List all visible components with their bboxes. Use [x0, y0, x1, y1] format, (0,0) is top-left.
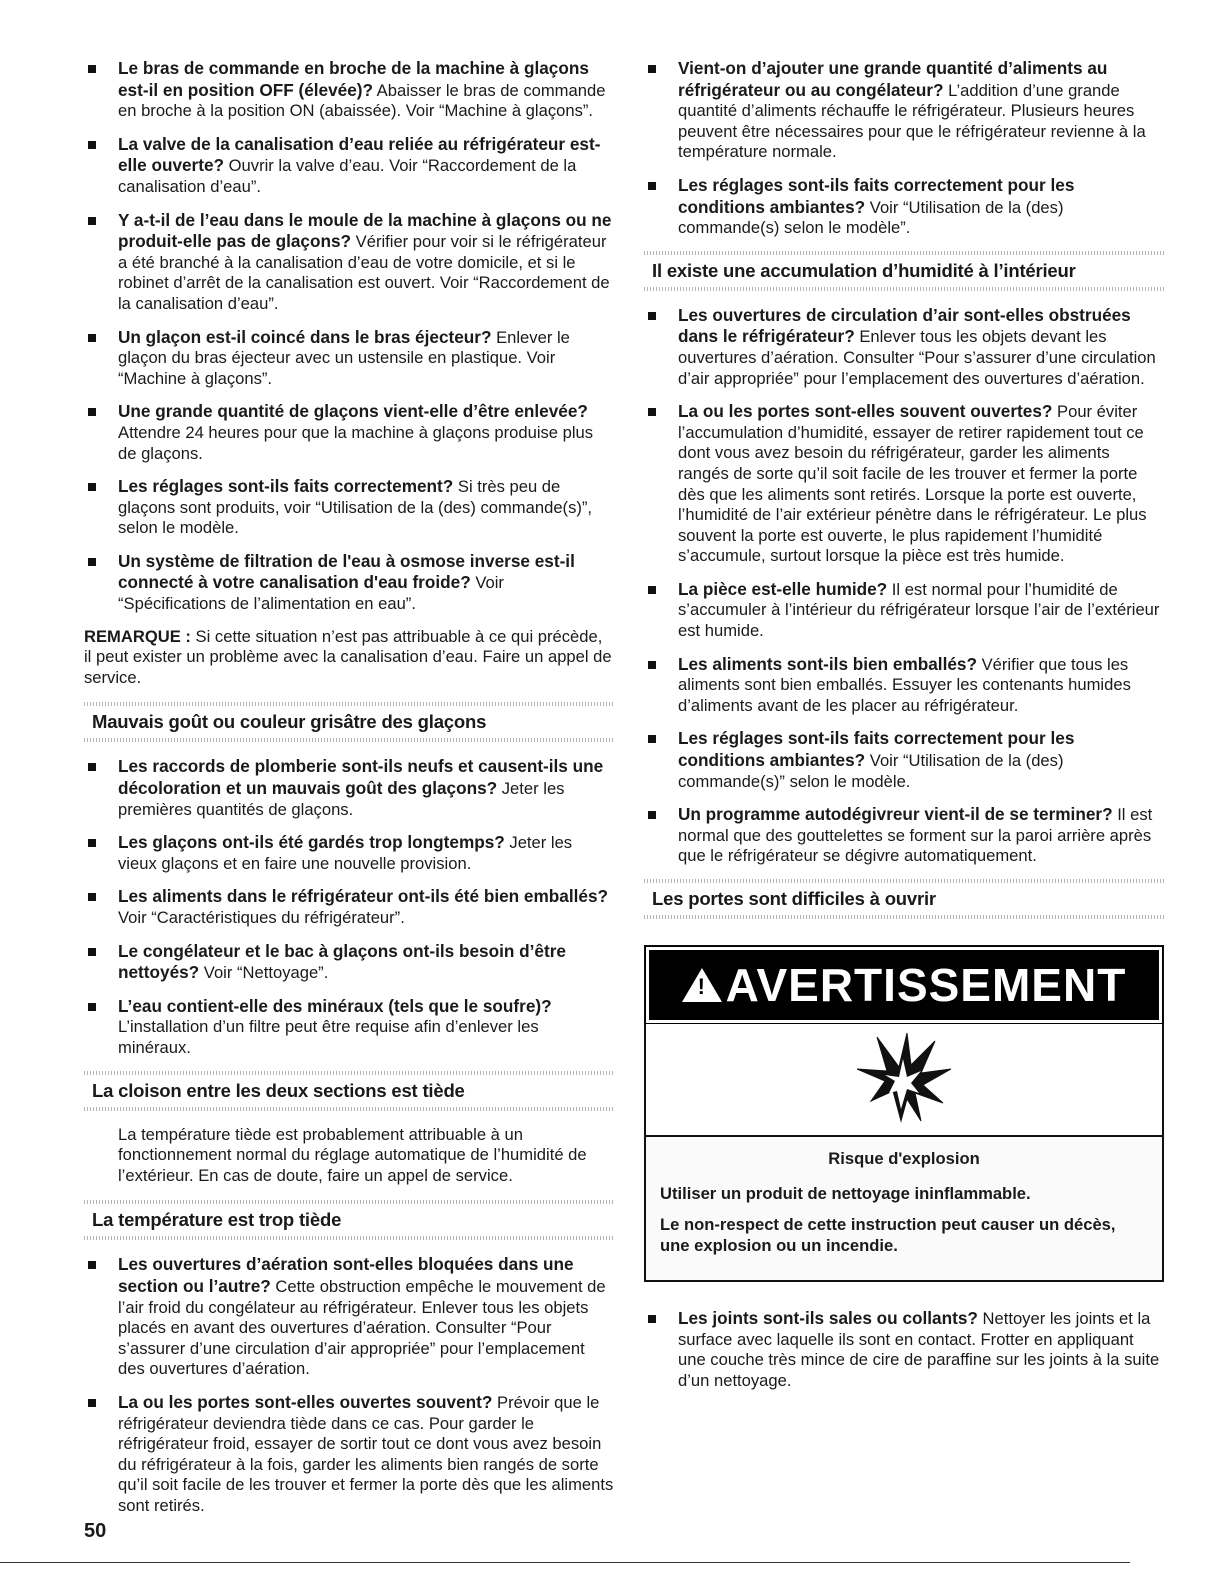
list-item: Les raccords de plomberie sont-ils neufs et causent-ils une décoloration et un mauvais goût des glaçons? Jeter les premières quantités de glaçons.: [84, 756, 614, 820]
list-item: La ou les portes sont-elles ouvertes souvent? Prévoir que le réfrigérateur deviendra tiède dans ce cas. Pour garder le réfrigérateur froid, essayer de sortir tout ce dont vous avez besoin du réfrigérateur à la fois, garder les aliments bien rangés de sorte qu’il soit facile de les trouver et fermer la porte dès que les aliments sont retirés.: [84, 1392, 614, 1517]
warning-consequence: Le non-respect de cette instruction peut causer un décès, une explosion ou un incendie.: [660, 1215, 1116, 1255]
bullet-icon: [648, 312, 656, 320]
bullet-icon: [88, 141, 96, 149]
list-item: Les réglages sont-ils faits correctement? Si très peu de glaçons sont produits, voir “Utilisation de la (des) commande(s)”, selon le modèle.: [84, 476, 614, 539]
list-item: Les réglages sont-ils faits correctement pour les conditions ambiantes? Voir “Utilisation de la (des) commande(s) selon le modèle”.: [644, 175, 1164, 239]
list-item: Un glaçon est-il coincé dans le bras éjecteur? Enlever le glaçon du bras éjecteur avec un ustensile en plastique. Voir “Machine à glaçons”.: [84, 327, 614, 390]
note-label: REMARQUE :: [84, 626, 191, 646]
section-heading: Les portes sont difficiles à ouvrir: [644, 879, 1164, 919]
bullet-icon: [88, 839, 96, 847]
item-list: [644, 58, 1164, 239]
list-item: Un programme autodégivreur vient-il de se terminer? Il est normal que des gouttelettes se forment sur la paroi arrière après que le réfrigérateur se dégivre automatiquement.: [644, 804, 1164, 867]
bullet-icon: [88, 65, 96, 73]
warning-symbol: !: [697, 974, 705, 999]
bullet-icon: [88, 408, 96, 416]
list-item: Les ouvertures de circulation d’air sont-elles obstruées dans le réfrigérateur? Enlever tous les objets devant les ouvertures d’aération. Consulter “Pour s’assurer d’une circulation d’air appropriée” pour l’emplacement des ouvertures d’aération.: [644, 305, 1164, 389]
list-item: Les ouvertures d’aération sont-elles bloquées dans une section ou l’autre? Cette obstruction empêche le mouvement de l’air froid du congélateur au réfrigérateur. Enlever tous les objets placés en avant des ouvertures d’aération. Consulter “Pour s’assurer d’une circulation d’air appropriée” pour l’emplacement des ouvertures d’aération.: [84, 1254, 614, 1380]
section-paragraph: La température tiède est probablement attribuable à un fonctionnement normal du réglage automatique de l’humidité de l’extérieur. En cas de doute, faire un appel de service.: [118, 1124, 587, 1185]
list-item: Les réglages sont-ils faits correctement pour les conditions ambiantes? Voir “Utilisation de la (des) commande(s)” selon le modèle.: [644, 728, 1164, 792]
section-heading: La cloison entre les deux sections est tiède: [84, 1071, 614, 1111]
bullet-icon: [88, 1003, 96, 1011]
list-item: Le bras de commande en broche de la machine à glaçons est-il en position OFF (élevée)? Abaisser le bras de commande en broche à la position ON (abaissée). Voir “Machine à glaçons”.: [84, 58, 614, 122]
list-item: Les glaçons ont-ils été gardés trop longtemps? Jeter les vieux glaçons et en faire une nouvelle provision.: [84, 832, 614, 874]
list-item: La ou les portes sont-elles souvent ouvertes? Pour éviter l’accumulation d’humidité, essayer de retirer rapidement tout ce dont vous avez besoin du réfrigérateur, garder les aliments rangés de sorte qu’il soit facile de les trouver et fermer la porte dès que les aliments sont retirés. Lorsque la porte est ouverte, l’humidité de l’air extérieur pénètre dans le réfrigérateur. Le plus souvent la porte est ouverte, le plus rapidement l’humidité s’accumule, surtout lorsque la pièce est très humide.: [644, 401, 1164, 567]
bullet-icon: [88, 334, 96, 342]
bullet-icon: [648, 182, 656, 190]
note-text: Si cette situation n’est pas attribuable à ce qui précède, il peut exister un problème avec la canalisation d’eau. Faire un appel de service.: [84, 626, 612, 687]
list-item: La valve de la canalisation d’eau reliée au réfrigérateur est-elle ouverte? Ouvrir la valve d’eau. Voir “Raccordement de la canalisation d’eau”.: [84, 134, 614, 198]
warning-body: [646, 1137, 1162, 1280]
warning-risk: Risque d'explosion: [828, 1149, 980, 1168]
item-list: [84, 1254, 614, 1516]
right-column: [644, 58, 1164, 1403]
bullet-icon: [88, 893, 96, 901]
list-item: Les joints sont-ils sales ou collants? Nettoyer les joints et la surface avec laquelle ils sont en contact. Frotter en appliquant une couche très mince de cire de paraffine sur les joints à la suite d’un nettoyage.: [644, 1308, 1164, 1391]
list-item: Un système de filtration de l'eau à osmose inverse est-il connecté à votre canalisation d'eau froide? Voir “Spécifications de l’alimentation en eau”.: [84, 551, 614, 615]
page-number: 50: [84, 1520, 107, 1542]
bullet-icon: [88, 558, 96, 566]
bullet-icon: [88, 948, 96, 956]
bullet-icon: [88, 763, 96, 771]
bullet-icon: [648, 408, 656, 416]
list-item: Les aliments sont-ils bien emballés? Vérifier que tous les aliments sont bien emballés. Essuyer les contenants humides d’aliments avant de les placer au réfrigérateur.: [644, 654, 1164, 717]
bullet-icon: [88, 483, 96, 491]
item-list: [84, 58, 614, 615]
bullet-icon: [648, 65, 656, 73]
explosion-icon: [646, 1023, 1162, 1137]
warning-title: AVERTISSEMENT: [725, 959, 1127, 1011]
list-item: La pièce est-elle humide? Il est normal pour l’humidité de s’accumuler à l’intérieur du réfrigérateur lorsque l’air de l’extérieur est humide.: [644, 579, 1164, 642]
list-item: Y a-t-il de l’eau dans le moule de la machine à glaçons ou ne produit-elle pas de glaçons? Vérifier pour voir si le réfrigérateur a été branché à la canalisation d’eau de votre domicile, et si le robinet d’arrêt de la canalisation est ouvert. Voir “Raccordement de la canalisation d’eau”.: [84, 210, 614, 315]
item-list: [644, 1308, 1164, 1391]
list-item: Les aliments dans le réfrigérateur ont-ils été bien emballés? Voir “Caractéristiques du réfrigérateur”.: [84, 886, 614, 928]
bullet-icon: [648, 735, 656, 743]
list-item: Vient-on d’ajouter une grande quantité d’aliments au réfrigérateur ou au congélateur? L’addition d’une grande quantité d’aliments réchauffe le réfrigérateur. Plusieurs heures peuvent être nécessaires pour que le réfrigérateur revienne à la température normale.: [644, 58, 1164, 163]
list-item: Une grande quantité de glaçons vient-elle d’être enlevée? Attendre 24 heures pour que la machine à glaçons produise plus de glaçons.: [84, 401, 614, 464]
section-heading: Mauvais goût ou couleur grisâtre des glaçons: [84, 702, 614, 742]
warning-instruction: Utiliser un produit de nettoyage ininflammable.: [660, 1184, 1031, 1203]
bullet-icon: [648, 586, 656, 594]
left-column: [84, 58, 614, 1528]
section-heading: La température est trop tiède: [84, 1200, 614, 1240]
warning-triangle-icon: [682, 968, 722, 1002]
note-paragraph: [84, 627, 614, 689]
section-heading: Il existe une accumulation d’humidité à l’intérieur: [644, 251, 1164, 291]
item-list: [644, 305, 1164, 867]
bullet-icon: [648, 661, 656, 669]
bullet-icon: [648, 811, 656, 819]
bullet-icon: [88, 1399, 96, 1407]
bullet-icon: [88, 217, 96, 225]
bullet-icon: [88, 1261, 96, 1269]
bullet-icon: [648, 1315, 656, 1323]
list-item: Le congélateur et le bac à glaçons ont-ils besoin d’être nettoyés? Voir “Nettoyage”.: [84, 941, 614, 984]
warning-box: [644, 945, 1164, 1282]
bottom-rule: [0, 1562, 1130, 1563]
warning-header: [646, 947, 1162, 1023]
list-item: L’eau contient-elle des minéraux (tels que le soufre)? L’installation d’un filtre peut être requise afin d’enlever les minéraux.: [84, 996, 614, 1059]
item-list: [84, 756, 614, 1058]
